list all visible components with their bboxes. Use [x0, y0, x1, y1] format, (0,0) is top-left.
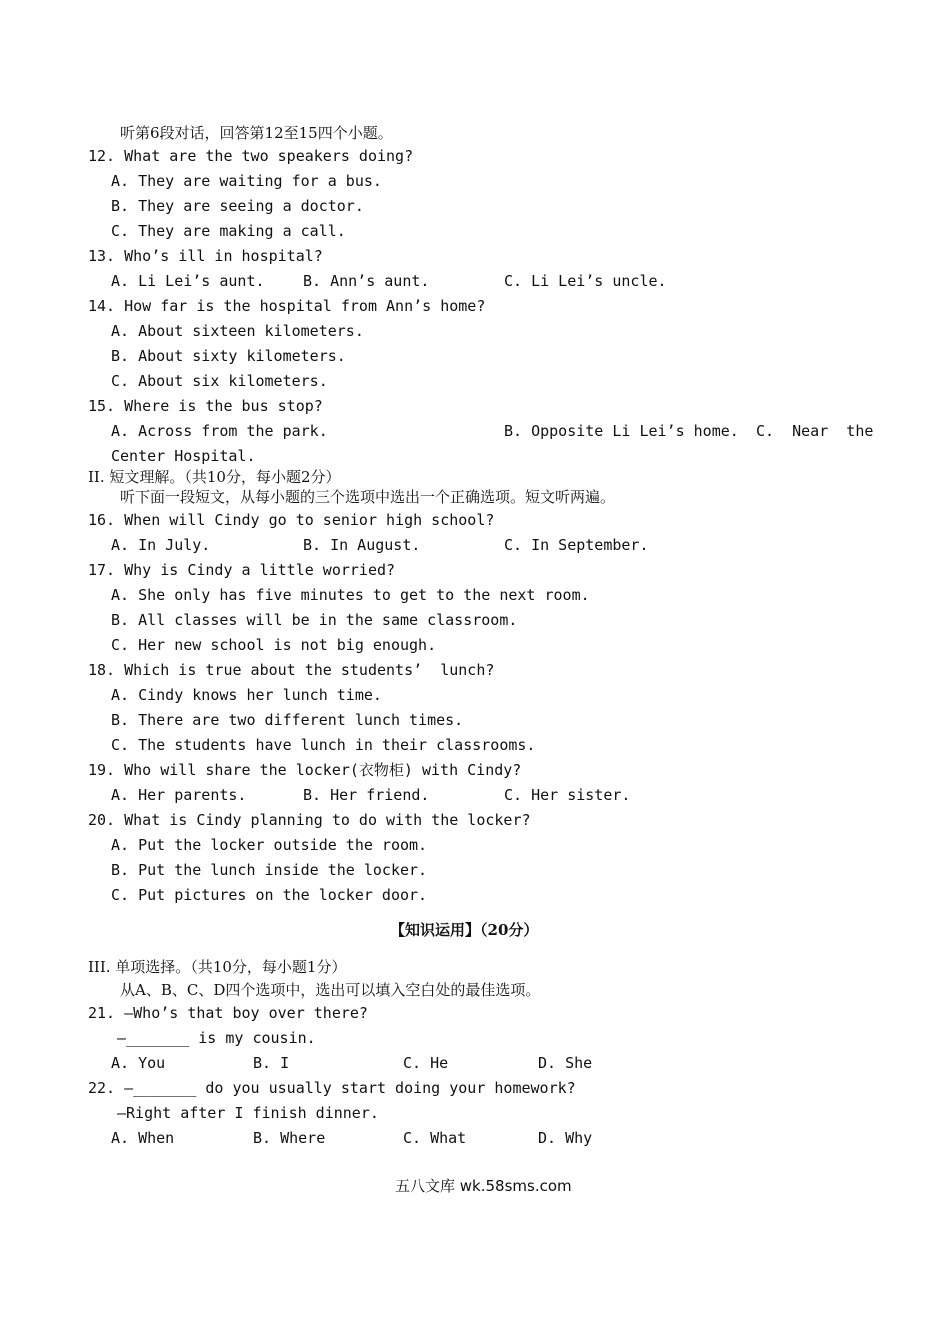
q12-option-a: A. They are waiting for a bus. [111, 172, 382, 190]
q22-option-c: C. What [403, 1129, 467, 1147]
q19-option-b: B. Her friend. [303, 786, 430, 804]
q14-option-a: A. About sixteen kilometers. [111, 322, 364, 340]
q21-option-c: C. He [403, 1054, 449, 1072]
q21-reply: —_______ is my cousin. [117, 1029, 316, 1047]
q18-option-b: B. There are two different lunch times. [111, 711, 464, 729]
part2-title: II. 短文理解。（共10分，每小题2分） [88, 468, 341, 486]
q15-option-c: C. Near the [756, 422, 874, 440]
q17-option-c: C. Her new school is not big enough. [111, 636, 437, 654]
q19-option-a: A. Her parents. [111, 786, 247, 804]
q16-option-c: C. In September. [504, 536, 649, 554]
q15-option-b: B. Opposite Li Lei’s home. [504, 422, 739, 440]
q16-option-b: B. In August. [303, 536, 421, 554]
question-12: 12. What are the two speakers doing? [88, 147, 414, 165]
q17-option-a: A. She only has five minutes to get to the next room. [111, 586, 590, 604]
q21-option-a: A. You [111, 1054, 166, 1072]
q21-option-d: D. She [538, 1054, 593, 1072]
q22-option-a: A. When [111, 1129, 175, 1147]
question-20: 20. What is Cindy planning to do with the locker? [88, 811, 531, 829]
question-17: 17. Why is Cindy a little worried? [88, 561, 396, 579]
q17-option-b: B. All classes will be in the same classroom. [111, 611, 518, 629]
q20-option-b: B. Put the lunch inside the locker. [111, 861, 428, 879]
q14-option-c: C. About six kilometers. [111, 372, 328, 390]
part2-instructions: 听下面一段短文，从每小题的三个选项中选出一个正确选项。短文听两遍。 [120, 488, 616, 506]
question-22: 22. —_______ do you usually start doing your homework? [88, 1079, 576, 1097]
q13-option-c: C. Li Lei’s uncle. [504, 272, 667, 290]
q20-option-a: A. Put the locker outside the room. [111, 836, 428, 854]
q15-option-c-cont: Center Hospital. [111, 447, 256, 465]
question-19: 19. Who will share the locker(衣物柜) with Cindy? [88, 761, 522, 779]
q12-option-b: B. They are seeing a doctor. [111, 197, 364, 215]
question-13: 13. Who’s ill in hospital? [88, 247, 323, 265]
question-18: 18. Which is true about the students’ lunch? [88, 661, 495, 679]
footer-watermark: 五八文库 wk.58sms.com [395, 1177, 572, 1195]
question-16: 16. When will Cindy go to senior high school? [88, 511, 495, 529]
q14-option-b: B. About sixty kilometers. [111, 347, 346, 365]
q19-option-c: C. Her sister. [504, 786, 631, 804]
q22-option-b: B. Where [253, 1129, 326, 1147]
q18-option-c: C. The students have lunch in their classrooms. [111, 736, 536, 754]
section-intro: 听第6段对话，回答第12至15四个小题。 [120, 124, 393, 142]
q20-option-c: C. Put pictures on the locker door. [111, 886, 428, 904]
question-15: 15. Where is the bus stop? [88, 397, 323, 415]
q18-option-a: A. Cindy knows her lunch time. [111, 686, 382, 704]
q13-option-a: A. Li Lei’s aunt. [111, 272, 265, 290]
question-14: 14. How far is the hospital from Ann’s home? [88, 297, 486, 315]
q16-option-a: A. In July. [111, 536, 211, 554]
knowledge-section-header: 【知识运用】（20分） [390, 921, 539, 939]
question-21: 21. —Who’s that boy over there? [88, 1004, 368, 1022]
q21-option-b: B. I [253, 1054, 290, 1072]
q22-option-d: D. Why [538, 1129, 593, 1147]
part3-title: III. 单项选择。（共10分，每小题1分） [88, 958, 347, 976]
part3-instructions: 从A、B、C、D四个选项中，选出可以填入空白处的最佳选项。 [120, 981, 541, 999]
q12-option-c: C. They are making a call. [111, 222, 346, 240]
q15-option-a: A. Across from the park. [111, 422, 328, 440]
q13-option-b: B. Ann’s aunt. [303, 272, 430, 290]
q22-reply: —Right after I finish dinner. [117, 1104, 379, 1122]
